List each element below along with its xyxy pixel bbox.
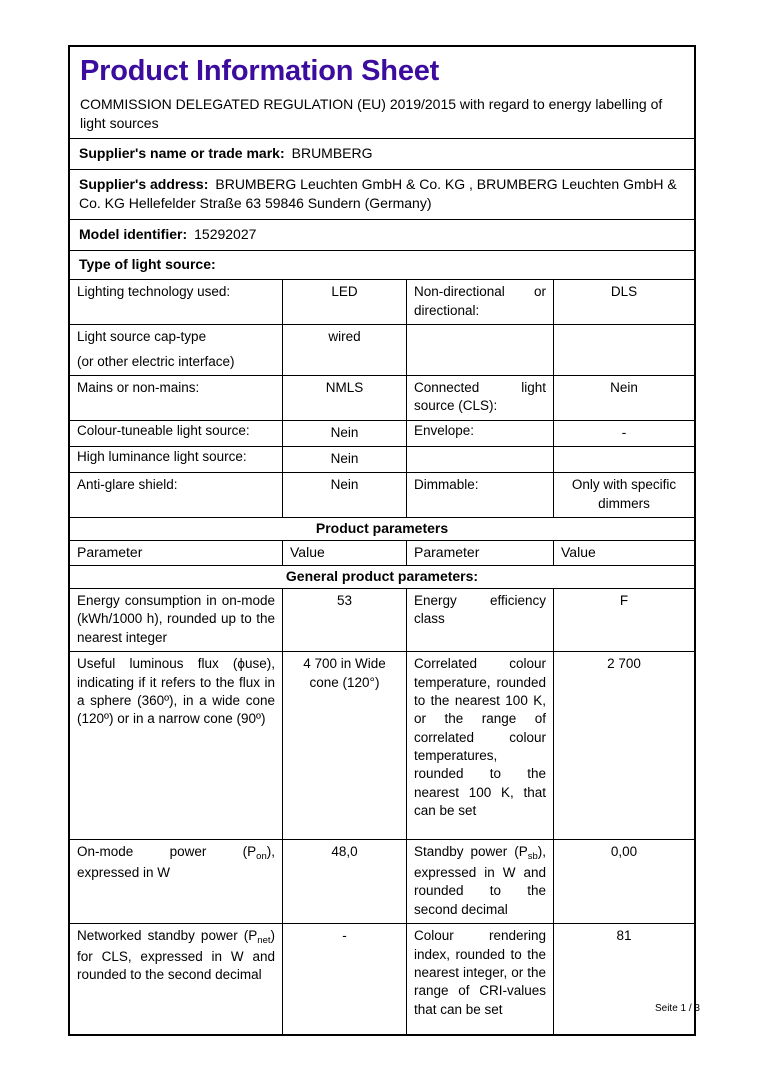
- supplier-name-row: [70, 138, 694, 169]
- energy-efficiency-class-label: Energy efficiency class: [406, 589, 553, 651]
- high-luminance-empty-value: [553, 447, 694, 472]
- cap-type-label-line2: (or other electric interface): [77, 353, 235, 369]
- cap-type-empty-label: [406, 325, 553, 375]
- high-luminance-label: High luminance light source:: [77, 448, 247, 464]
- lighting-technology-label: Lighting technology used:: [77, 284, 231, 300]
- colour-rendering-index-value: 81: [553, 924, 694, 1034]
- connected-light-source-label: Connected light source (CLS):: [406, 376, 553, 420]
- envelope-value: -: [553, 421, 694, 446]
- cap-type-label-line1: Light source cap-type: [77, 329, 207, 345]
- product-parameters-header: Product parameters: [70, 517, 694, 540]
- mains-label: Mains or non-mains:: [77, 379, 200, 395]
- energy-consumption-label: Energy consumption in on-mode (kWh/1000 h), rounded up to the nearest integer: [77, 593, 275, 645]
- page-number: Seite 1 / 3: [654, 1003, 700, 1014]
- model-identifier-value: 15292027: [194, 226, 257, 243]
- standby-power-value: 0,00: [553, 840, 694, 923]
- connected-light-source-value: Nein: [553, 376, 694, 420]
- energy-efficiency-class-value: F: [553, 589, 694, 651]
- standby-power-label-post: ), expressed in W and rounded to the second decimal: [414, 844, 546, 917]
- on-mode-power-row: [70, 839, 694, 923]
- dimmable-label: Dimmable:: [406, 473, 553, 517]
- cap-type-label: [70, 325, 282, 375]
- cap-type-empty-value: [553, 325, 694, 375]
- regulation-subtitle: COMMISSION DELEGATED REGULATION (EU) 2019/2015 with regard to energy labelling of light sources: [80, 96, 663, 131]
- supplier-address-row: [70, 169, 694, 219]
- networked-standby-value: -: [282, 924, 406, 1034]
- cap-type-row: [70, 324, 694, 375]
- colour-tuneable-value: Nein: [282, 421, 406, 446]
- anti-glare-value: Nein: [282, 473, 406, 517]
- directional-value: DLS: [553, 280, 694, 324]
- general-product-parameters-header: General product parameters:: [70, 565, 694, 588]
- supplier-address-label: Supplier's address:: [79, 176, 209, 193]
- networked-standby-label: [70, 924, 282, 1034]
- on-mode-power-value: 48,0: [282, 840, 406, 923]
- high-luminance-row: [70, 446, 694, 472]
- col-header-value-2: Value: [553, 541, 694, 565]
- title-block: [70, 47, 694, 138]
- standby-power-label-pre: Standby power (P: [414, 844, 528, 860]
- model-identifier-row: [70, 219, 694, 250]
- model-identifier-label: Model identifier:: [79, 226, 188, 243]
- envelope-label: Envelope:: [406, 421, 553, 446]
- anti-glare-label: Anti-glare shield:: [77, 477, 178, 493]
- supplier-address-value: BRUMBERG Leuchten GmbH & Co. KG , BRUMBERG Leuchten GmbH & Co. KG Hellefelder Straße 63 59846 Sundern (Germany): [79, 176, 677, 212]
- dimmable-value: Only with specific dimmers: [553, 473, 694, 517]
- supplier-name-value: BRUMBERG: [291, 145, 373, 162]
- page-title: Product Information Sheet: [80, 55, 440, 87]
- parameter-value-header-row: [70, 540, 694, 565]
- luminous-flux-label: Useful luminous flux (ϕuse), indicating if it refers to the flux in a sphere (360º), in a wide cone (120º) or in a narrow cone (90º): [77, 656, 275, 727]
- cap-type-value: wired: [282, 325, 406, 375]
- col-header-value-1: Value: [282, 541, 406, 565]
- supplier-name-label: Supplier's name or trade mark:: [79, 145, 285, 162]
- high-luminance-empty-label: [406, 447, 553, 472]
- energy-consumption-value: 53: [282, 589, 406, 651]
- col-header-parameter-1: Parameter: [77, 544, 143, 561]
- networked-standby-row: [70, 923, 694, 1034]
- lighting-technology-row: [70, 279, 694, 324]
- on-mode-power-label-sub: on: [256, 851, 267, 863]
- colour-tuneable-label: Colour-tuneable light source:: [77, 422, 250, 438]
- high-luminance-value: Nein: [282, 447, 406, 472]
- networked-standby-label-pre: Networked standby power (P: [77, 928, 258, 944]
- correlated-colour-temperature-label: Correlated colour temperature, rounded to the nearest 100 K, or the range of correlated colour temperatures, rounded to the nearest 100 K, that can be set: [406, 652, 553, 839]
- anti-glare-row: [70, 472, 694, 517]
- standby-power-label-sub: sb: [527, 851, 538, 863]
- on-mode-power-label: [70, 840, 282, 923]
- energy-consumption-row: [70, 588, 694, 651]
- lighting-technology-value: LED: [282, 280, 406, 324]
- colour-rendering-index-label: Colour rendering index, rounded to the nearest integer, or the range of CRI-values that can be set: [406, 924, 553, 1034]
- mains-row: [70, 375, 694, 420]
- standby-power-label: [406, 840, 553, 923]
- directional-label: Non-directional or directional:: [406, 280, 553, 324]
- on-mode-power-label-post: ), expressed in W: [77, 844, 275, 881]
- on-mode-power-label-pre: On-mode power (P: [77, 844, 257, 860]
- mains-value: NMLS: [282, 376, 406, 420]
- networked-standby-label-sub: net: [257, 935, 271, 947]
- product-information-table: [68, 45, 696, 1036]
- networked-standby-label-post: ) for CLS, expressed in W and rounded to the second decimal: [77, 928, 275, 983]
- type-of-light-source-header: Type of light source:: [70, 250, 694, 279]
- col-header-parameter-2: Parameter: [406, 541, 553, 565]
- luminous-flux-value: 4 700 in Wide cone (120°): [282, 652, 406, 839]
- colour-tuneable-row: [70, 420, 694, 446]
- correlated-colour-temperature-value: 2 700: [553, 652, 694, 839]
- luminous-flux-row: [70, 651, 694, 839]
